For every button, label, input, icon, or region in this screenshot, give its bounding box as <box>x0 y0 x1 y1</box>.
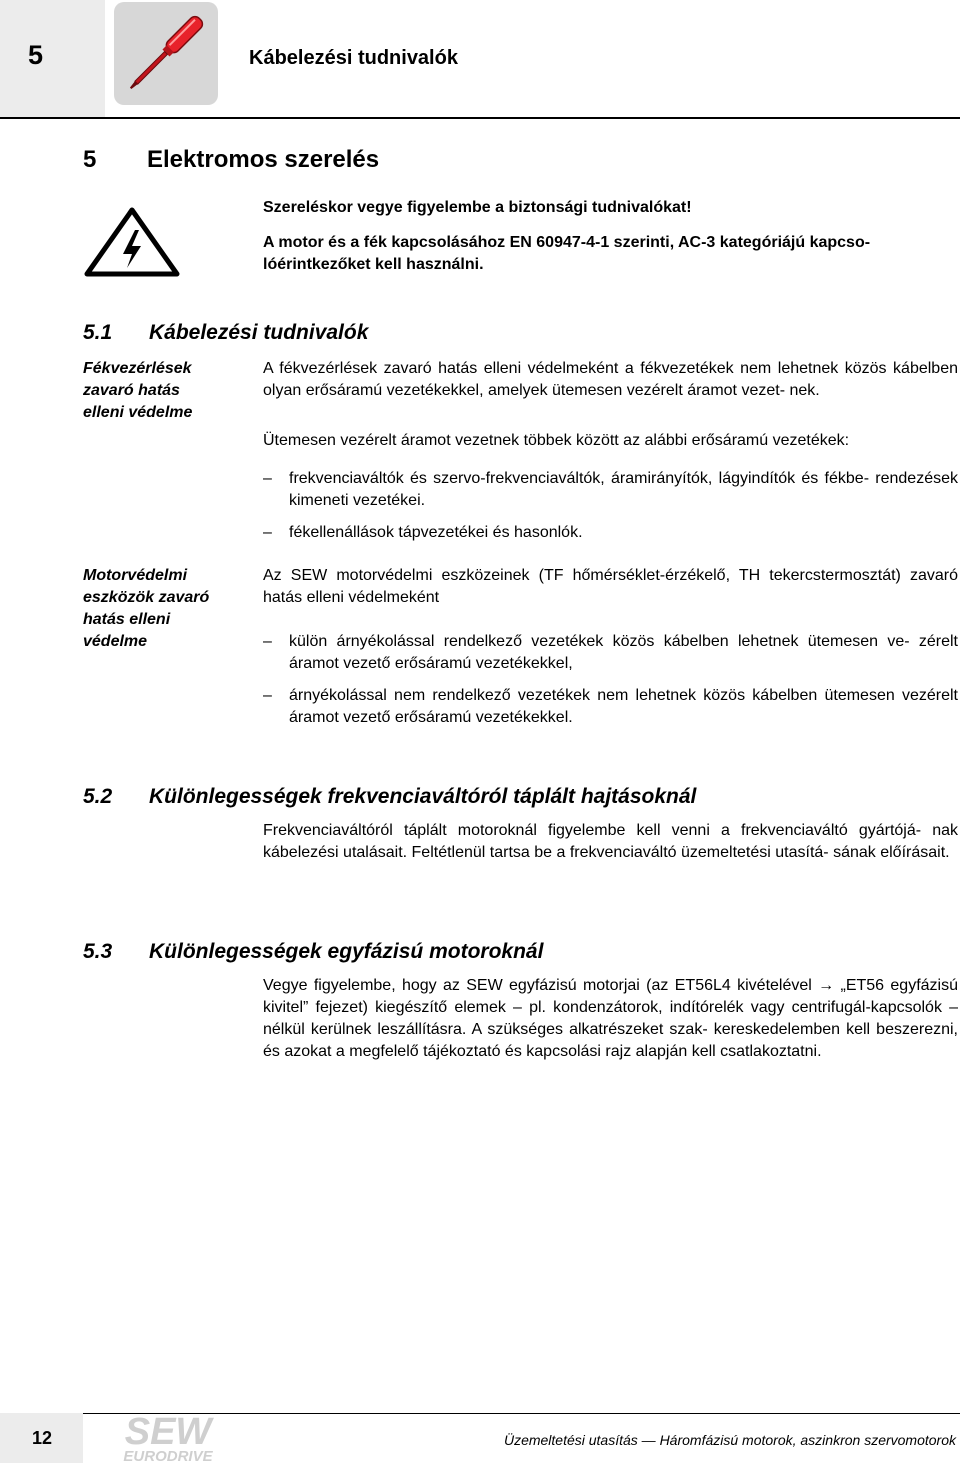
side-heading-motor-protection: Motorvédelmi eszközök zavaró hatás elleni védelme <box>83 567 210 650</box>
section-5-1-heading <box>83 321 368 345</box>
logo-bottom-text: EURODRIVE <box>123 1448 213 1463</box>
list-item-text: árnyékolással nem rendelkező vezetékek nem lehetnek közös kábelben ütemesen vezérelt áramot vezető erősáramú vezetékekkel. <box>289 687 958 726</box>
list-item <box>263 468 958 512</box>
sew-eurodrive-logo <box>113 1411 223 1463</box>
page-number: 12 <box>32 1428 53 1448</box>
section-5-2-number: 5.2 <box>83 785 113 808</box>
section-5-2-heading <box>83 785 696 809</box>
list-item <box>263 685 958 729</box>
section-5-1-title: Kábelezési tudnivalók <box>149 321 369 344</box>
list-item <box>263 522 958 544</box>
chapter-title: Kábelezési tudnivalók <box>249 47 458 69</box>
motor-protection-paragraph: Az SEW motorvédelmi eszközeinek (TF hőmérséklet-érzékelő, TH tekercstermosztát) zavaró hatás elleni védelmeként <box>263 567 958 606</box>
brake-cable-paragraph: A fékvezérlések zavaró hatás elleni védelmeként a fékvezetékek nem lehetnek közös kábelben olyan erősáramú vezetékekkel, amelyek ütemesen vezérelt áramot vezet- nek. <box>263 360 958 399</box>
section-5-3-number: 5.3 <box>83 940 113 963</box>
section-5-2-title: Különlegességek frekvenciaváltóról táplált hajtásoknál <box>149 785 697 808</box>
dash-marker: – <box>263 633 272 650</box>
section-5-title: Elektromos szerelés <box>147 146 380 173</box>
list-item-text: frekvenciaváltók és szervo-frekvenciaváltók, áramirányítók, lágyindítók és fékbe- rendezések kimeneti vezetékei. <box>289 470 958 509</box>
high-voltage-warning-icon <box>82 204 182 278</box>
section-5-number: 5 <box>83 146 97 173</box>
dash-marker: – <box>263 524 272 541</box>
section-5-1-number: 5.1 <box>83 321 113 344</box>
contactor-requirement-text: A motor és a fék kapcsolásához EN 60947-4-1 szerinti, AC-3 kategóriájú kapcso- lóérintkezőket kell használni. <box>263 234 871 273</box>
side-heading-brake-control: Fékvezérlések zavaró hatás elleni védelme <box>83 360 193 421</box>
list-item <box>263 631 958 675</box>
inverter-paragraph: Frekvenciaváltóról táplált motoroknál figyelembe kell venni a frekvenciaváltó gyártójá- nak kábelezési utalásait. Feltétlenül tartsa be a frekvenciaváltó üzemeltetési utasítá- sának előírásait. <box>263 822 958 861</box>
chapter-icon-box <box>114 2 218 105</box>
safety-warning-text: Szereléskor vegye figyelembe a biztonsági tudnivalókat! <box>263 199 692 216</box>
dash-marker: – <box>263 470 272 487</box>
section-5-3-title: Különlegességek egyfázisú motoroknál <box>149 940 544 963</box>
dash-marker: – <box>263 687 272 704</box>
logo-top-text: SEW <box>124 1411 212 1453</box>
single-phase-paragraph: Vegye figyelembe, hogy az SEW egyfázisú motorjai (az ET56L4 kivételével → „ET56 egyfázisú kivitel” fejezet) kiegészítő elemek – pl. kondenzátorok, indítórelék vagy centrifugál-kapcsolók – nélkül kerülnek leszállításra. A szükséges alkatrészeket szak- kereskedelemben kell beszerezni, és azokat a megfelelő tájékoztató és kapcsolási rajz alapján kell csatlakoztatni. <box>263 977 958 1060</box>
chapter-tab <box>0 0 105 118</box>
section-5-3-heading <box>83 940 543 964</box>
list-item-text: külön árnyékolással rendelkező vezetékek közös kábelben lehetnek ütemesen ve- zérelt áramot vezető erősáramú vezetékekkel, <box>289 633 958 672</box>
chapter-number: 5 <box>28 40 44 70</box>
list-item-text: fékellenállások tápvezetékei és hasonlók. <box>289 524 583 541</box>
section-5-heading <box>83 146 380 174</box>
header-rule <box>0 117 960 119</box>
footer-title: Üzemeltetési utasítás — Háromfázisú motorok, aszinkron szervomotorok <box>503 1432 956 1448</box>
screwdriver-icon <box>114 2 218 105</box>
pulsed-current-paragraph: Ütemesen vezérelt áramot vezetnek többek között az alábbi erősáramú vezetékek: <box>263 432 850 449</box>
